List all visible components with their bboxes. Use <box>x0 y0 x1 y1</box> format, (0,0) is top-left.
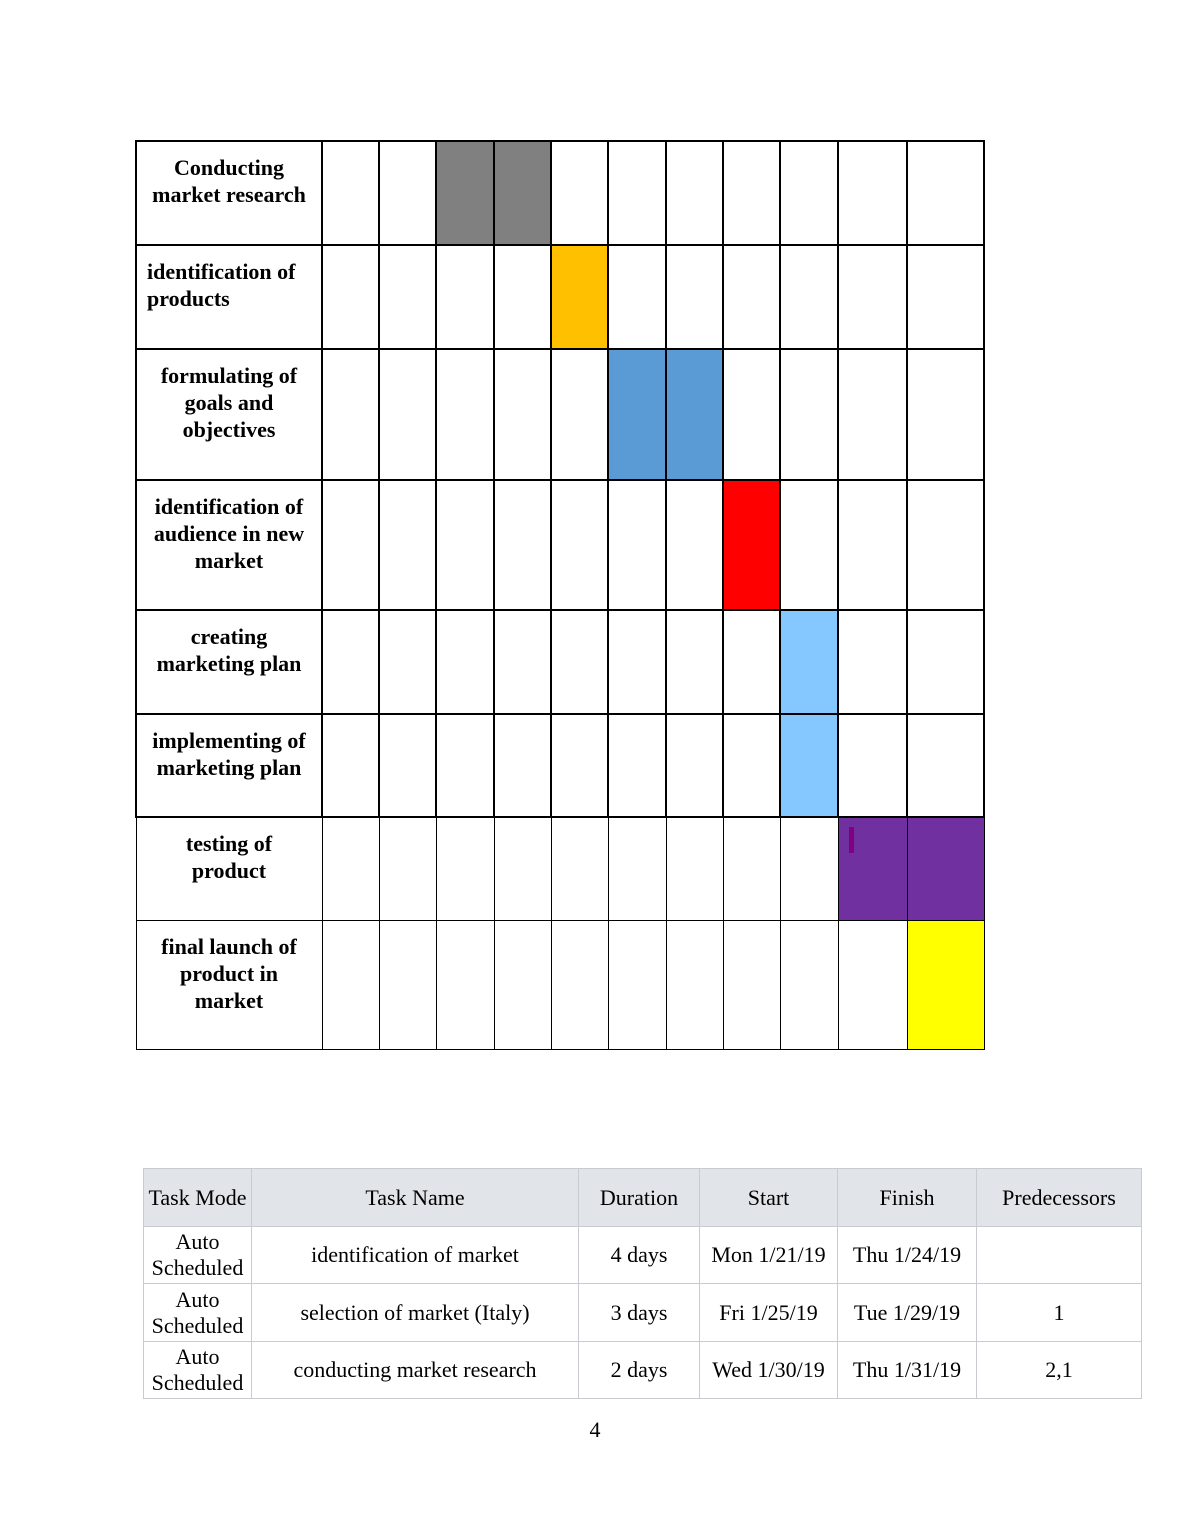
label-line: creating <box>190 624 268 649</box>
task-table-body <box>144 1227 1142 1399</box>
text-cursor-mark <box>849 827 854 853</box>
timeline-cell <box>723 349 780 480</box>
timeline-cell <box>838 141 907 245</box>
task-label <box>136 141 322 245</box>
timeline-cell <box>608 245 666 349</box>
timeline-cell <box>436 610 494 714</box>
label-line: formulating of <box>160 363 298 388</box>
timeline-cell <box>723 141 780 245</box>
label-line: marketing plan <box>156 755 302 780</box>
label-line: testing of <box>185 831 273 856</box>
cell-task-mode: Auto Scheduled <box>144 1342 252 1399</box>
timeline-cell <box>907 245 984 349</box>
table-row <box>144 1284 1142 1342</box>
timeline-cell <box>436 920 494 1049</box>
timeline-cell <box>666 920 723 1049</box>
timeline-cell <box>494 245 551 349</box>
label-line: marketing plan <box>156 651 302 676</box>
cell-duration: 3 days <box>579 1284 700 1342</box>
timeline-cell <box>551 141 608 245</box>
task-label <box>136 245 322 349</box>
task-schedule-table <box>143 1168 1142 1399</box>
timeline-cell-filled <box>551 245 608 349</box>
task-label <box>136 349 322 480</box>
cell-predecessors <box>977 1227 1142 1284</box>
header-duration: Duration <box>579 1169 700 1227</box>
label-line: audience in new <box>153 521 305 546</box>
header-task-name: Task Name <box>252 1169 579 1227</box>
timeline-cell <box>379 610 436 714</box>
timeline-cell <box>838 714 907 817</box>
task-label <box>136 714 322 817</box>
task-table-header <box>144 1169 1142 1227</box>
gantt-row-identification-of-products <box>136 245 984 349</box>
label-line: implementing of <box>152 728 306 753</box>
timeline-cell <box>723 817 780 920</box>
timeline-cell <box>379 817 436 920</box>
timeline-cell <box>723 714 780 817</box>
label-line: market research <box>152 182 306 207</box>
timeline-cell <box>723 245 780 349</box>
timeline-cell-filled <box>907 920 984 1049</box>
label-line: objectives <box>182 417 276 442</box>
gantt-body <box>136 141 984 1049</box>
timeline-cell <box>494 480 551 610</box>
label-line: goals and <box>184 390 274 415</box>
timeline-cell <box>838 610 907 714</box>
timeline-cell <box>322 480 379 610</box>
cell-finish: Thu 1/24/19 <box>838 1227 977 1284</box>
header-task-mode: Task Mode <box>144 1169 252 1227</box>
label-line: product in <box>179 960 278 986</box>
timeline-cell <box>379 349 436 480</box>
cell-task-mode: Auto Scheduled <box>144 1227 252 1284</box>
timeline-cell <box>551 610 608 714</box>
cell-duration: 2 days <box>579 1342 700 1399</box>
timeline-cell <box>322 920 379 1049</box>
timeline-cell <box>608 817 666 920</box>
task-label <box>136 480 322 610</box>
timeline-cell <box>780 920 838 1049</box>
timeline-cell <box>907 480 984 610</box>
cell-start: Mon 1/21/19 <box>700 1227 838 1284</box>
timeline-cell <box>322 349 379 480</box>
label-line: market <box>194 987 264 1013</box>
header-start: Start <box>700 1169 838 1227</box>
task-label <box>136 610 322 714</box>
timeline-cell <box>379 480 436 610</box>
timeline-cell <box>780 141 838 245</box>
timeline-cell <box>838 480 907 610</box>
timeline-cell <box>666 610 723 714</box>
gantt-row-formulating-goals <box>136 349 984 480</box>
timeline-cell-filled <box>436 141 494 245</box>
timeline-cell-filled <box>780 714 838 817</box>
timeline-cell <box>379 920 436 1049</box>
timeline-cell <box>322 610 379 714</box>
timeline-cell <box>780 480 838 610</box>
timeline-cell <box>780 349 838 480</box>
label-line: final launch of <box>161 933 297 959</box>
gantt-row-creating-marketing-plan <box>136 610 984 714</box>
timeline-cell <box>838 349 907 480</box>
timeline-cell <box>780 245 838 349</box>
gantt-row-testing-of-product <box>136 817 984 920</box>
timeline-cell <box>379 141 436 245</box>
timeline-cell-filled <box>780 610 838 714</box>
timeline-cell <box>666 141 723 245</box>
label-line: Conducting <box>173 155 285 180</box>
task-label <box>136 817 322 920</box>
timeline-cell <box>494 920 551 1049</box>
cell-start: Wed 1/30/19 <box>700 1342 838 1399</box>
timeline-cell <box>551 714 608 817</box>
timeline-cell <box>907 610 984 714</box>
timeline-cell <box>436 480 494 610</box>
timeline-cell <box>608 480 666 610</box>
timeline-cell <box>551 920 608 1049</box>
cell-finish: Tue 1/29/19 <box>838 1284 977 1342</box>
gantt-chart-table <box>135 140 985 1050</box>
timeline-cell <box>838 245 907 349</box>
timeline-cell <box>436 817 494 920</box>
cell-task-mode: Auto Scheduled <box>144 1284 252 1342</box>
gantt-row-conducting-market-research <box>136 141 984 245</box>
cell-task-name: selection of market (Italy) <box>252 1284 579 1342</box>
gantt-row-identification-of-audience <box>136 480 984 610</box>
timeline-cell <box>494 714 551 817</box>
timeline-cell <box>780 817 838 920</box>
timeline-cell <box>322 817 379 920</box>
label-line: identification of <box>154 494 304 519</box>
timeline-cell <box>907 141 984 245</box>
timeline-cell <box>723 920 780 1049</box>
cell-duration: 4 days <box>579 1227 700 1284</box>
timeline-cell <box>494 610 551 714</box>
timeline-cell <box>551 480 608 610</box>
timeline-cell <box>436 714 494 817</box>
timeline-cell <box>322 141 379 245</box>
timeline-cell-filled <box>494 141 551 245</box>
timeline-cell <box>838 920 907 1049</box>
timeline-cell <box>436 349 494 480</box>
timeline-cell <box>666 245 723 349</box>
label-line: products <box>147 286 230 311</box>
table-row <box>144 1342 1142 1399</box>
timeline-cell-filled <box>907 817 984 920</box>
cell-predecessors: 2,1 <box>977 1342 1142 1399</box>
header-finish: Finish <box>838 1169 977 1227</box>
timeline-cell <box>666 714 723 817</box>
timeline-cell <box>907 349 984 480</box>
timeline-cell <box>608 920 666 1049</box>
gantt-row-final-launch <box>136 920 984 1049</box>
timeline-cell-filled <box>838 817 907 920</box>
gantt-row-implementing-marketing-plan <box>136 714 984 817</box>
timeline-cell <box>608 141 666 245</box>
cell-task-name: conducting market research <box>252 1342 579 1399</box>
label-line: product <box>191 858 267 883</box>
timeline-cell <box>608 610 666 714</box>
task-label <box>136 920 322 1049</box>
timeline-cell <box>608 714 666 817</box>
label-line: identification of <box>147 259 296 284</box>
timeline-cell <box>494 349 551 480</box>
timeline-cell <box>551 349 608 480</box>
timeline-cell <box>907 714 984 817</box>
timeline-cell <box>666 480 723 610</box>
cell-task-name: identification of market <box>252 1227 579 1284</box>
timeline-cell <box>436 245 494 349</box>
table-row <box>144 1227 1142 1284</box>
timeline-cell <box>322 245 379 349</box>
timeline-cell <box>379 714 436 817</box>
page-number: 4 <box>589 1417 601 1442</box>
timeline-cell <box>666 817 723 920</box>
cell-finish: Thu 1/31/19 <box>838 1342 977 1399</box>
header-predecessors: Predecessors <box>977 1169 1142 1227</box>
timeline-cell-filled <box>608 349 666 480</box>
timeline-cell-filled <box>723 480 780 610</box>
timeline-cell <box>494 817 551 920</box>
timeline-cell <box>322 714 379 817</box>
timeline-cell-filled <box>666 349 723 480</box>
timeline-cell <box>723 610 780 714</box>
cell-predecessors: 1 <box>977 1284 1142 1342</box>
timeline-cell <box>551 817 608 920</box>
timeline-cell <box>379 245 436 349</box>
cell-start: Fri 1/25/19 <box>700 1284 838 1342</box>
label-line: market <box>194 548 264 573</box>
